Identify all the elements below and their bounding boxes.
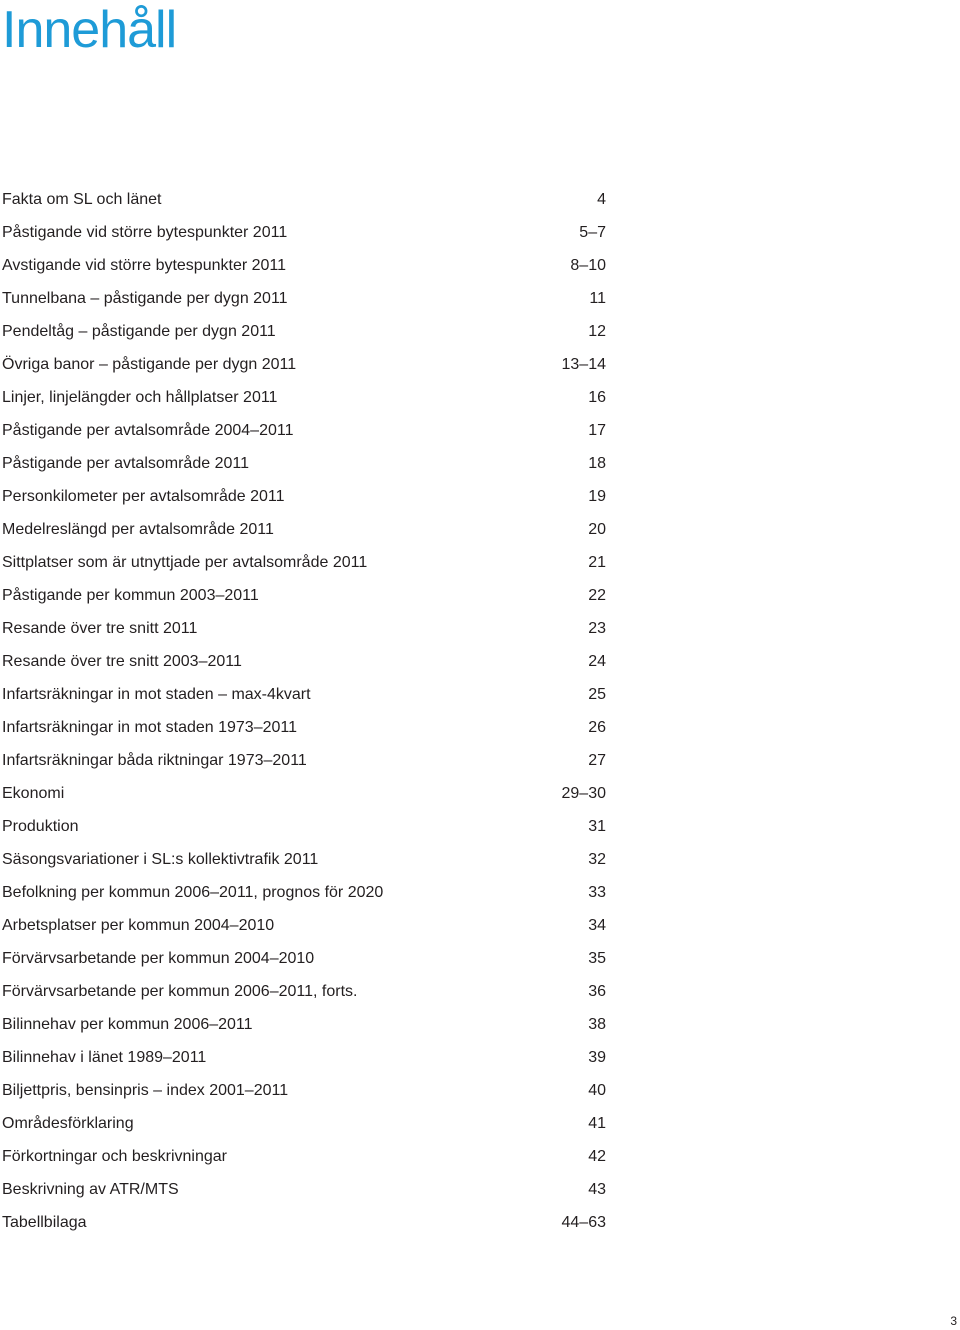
toc-entry-title: Resande över tre snitt 2003–2011	[2, 653, 242, 670]
toc-entry-title: Infartsräkningar båda riktningar 1973–2011	[2, 752, 307, 769]
toc-entry	[2, 1107, 606, 1140]
toc-entry-title: Produktion	[2, 818, 79, 835]
toc-entry-page: 5–7	[579, 224, 606, 241]
toc-entry	[2, 282, 606, 315]
toc-entry	[2, 447, 606, 480]
toc-entry-page: 4	[597, 191, 606, 208]
toc-entry-title: Ekonomi	[2, 785, 65, 802]
toc-entry	[2, 249, 606, 282]
toc-entry-page: 16	[588, 389, 606, 406]
toc-entry-page: 32	[588, 851, 606, 868]
toc-entry	[2, 348, 606, 381]
toc-entry-page: 21	[588, 554, 606, 571]
toc-entry	[2, 1041, 606, 1074]
toc-entry	[2, 1074, 606, 1107]
page-title: Innehåll	[2, 1, 177, 59]
toc-entry-title: Fakta om SL och länet	[2, 191, 162, 208]
toc-entry	[2, 216, 606, 249]
toc-entry	[2, 1140, 606, 1173]
toc-entry-page: 22	[588, 587, 606, 604]
toc-entry-page: 29–30	[561, 785, 606, 802]
toc-entry-title: Avstigande vid större bytespunkter 2011	[2, 257, 287, 274]
toc-entry-title: Påstigande vid större bytespunkter 2011	[2, 224, 288, 241]
toc-entry-page: 12	[588, 323, 606, 340]
toc-entry	[2, 183, 606, 216]
toc-entry-title: Tunnelbana – påstigande per dygn 2011	[2, 290, 288, 307]
toc-entry-page: 25	[588, 686, 606, 703]
toc-entry	[2, 810, 606, 843]
toc-entry-title: Områdesförklaring	[2, 1115, 134, 1132]
table-of-contents	[2, 183, 606, 1239]
toc-entry-page: 44–63	[561, 1214, 606, 1231]
toc-entry-title: Biljettpris, bensinpris – index 2001–2011	[2, 1082, 289, 1099]
toc-entry-title: Bilinnehav i länet 1989–2011	[2, 1049, 207, 1066]
toc-entry-page: 41	[588, 1115, 606, 1132]
toc-entry-title: Förkortningar och beskrivningar	[2, 1148, 227, 1165]
toc-entry-page: 11	[589, 290, 606, 307]
toc-entry-title: Övriga banor – påstigande per dygn 2011	[2, 356, 297, 373]
toc-entry	[2, 678, 606, 711]
toc-entry	[2, 942, 606, 975]
toc-entry-title: Påstigande per avtalsområde 2004–2011	[2, 422, 294, 439]
page-number: 3	[950, 1314, 957, 1328]
toc-entry	[2, 1008, 606, 1041]
toc-entry-page: 24	[588, 653, 606, 670]
toc-entry-page: 34	[588, 917, 606, 934]
toc-entry-page: 18	[588, 455, 606, 472]
toc-entry-page: 19	[588, 488, 606, 505]
toc-entry	[2, 777, 606, 810]
toc-entry-title: Tabellbilaga	[2, 1214, 87, 1231]
toc-entry-page: 39	[588, 1049, 606, 1066]
toc-entry	[2, 645, 606, 678]
toc-entry-title: Säsongsvariationer i SL:s kollektivtrafik 2011	[2, 851, 319, 868]
toc-entry-page: 31	[588, 818, 606, 835]
toc-entry-title: Infartsräkningar in mot staden 1973–2011	[2, 719, 298, 736]
toc-entry-title: Pendeltåg – påstigande per dygn 2011	[2, 323, 276, 340]
toc-entry-title: Beskrivning av ATR/MTS	[2, 1181, 179, 1198]
toc-entry	[2, 975, 606, 1008]
toc-entry-page: 20	[588, 521, 606, 538]
toc-entry-page: 38	[588, 1016, 606, 1033]
toc-entry-page: 42	[588, 1148, 606, 1165]
toc-entry	[2, 744, 606, 777]
toc-entry-title: Påstigande per avtalsområde 2011	[2, 455, 249, 472]
toc-entry	[2, 414, 606, 447]
toc-entry	[2, 843, 606, 876]
toc-entry-page: 13–14	[561, 356, 606, 373]
toc-entry-title: Förvärvsarbetande per kommun 2006–2011, forts.	[2, 983, 358, 1000]
toc-entry-title: Arbetsplatser per kommun 2004–2010	[2, 917, 275, 934]
toc-entry	[2, 546, 606, 579]
toc-entry-page: 26	[588, 719, 606, 736]
toc-entry	[2, 579, 606, 612]
toc-entry-title: Sittplatser som är utnyttjade per avtalsområde 2011	[2, 554, 368, 571]
toc-entry	[2, 315, 606, 348]
toc-entry-title: Medelreslängd per avtalsområde 2011	[2, 521, 274, 538]
toc-entry	[2, 612, 606, 645]
toc-entry-page: 35	[588, 950, 606, 967]
toc-entry-title: Påstigande per kommun 2003–2011	[2, 587, 259, 604]
toc-entry	[2, 513, 606, 546]
toc-entry	[2, 1173, 606, 1206]
toc-entry-title: Infartsräkningar in mot staden – max-4kvart	[2, 686, 311, 703]
toc-entry-page: 23	[588, 620, 606, 637]
toc-entry	[2, 909, 606, 942]
toc-entry	[2, 876, 606, 909]
toc-entry	[2, 1206, 606, 1239]
toc-entry-title: Befolkning per kommun 2006–2011, prognos för 2020	[2, 884, 384, 901]
toc-entry-title: Linjer, linjelängder och hållplatser 2011	[2, 389, 278, 406]
toc-entry-page: 36	[588, 983, 606, 1000]
toc-entry-page: 8–10	[570, 257, 606, 274]
toc-entry-title: Bilinnehav per kommun 2006–2011	[2, 1016, 253, 1033]
toc-entry	[2, 480, 606, 513]
toc-entry	[2, 381, 606, 414]
toc-entry	[2, 711, 606, 744]
toc-entry-page: 43	[588, 1181, 606, 1198]
toc-entry-page: 27	[588, 752, 606, 769]
toc-entry-page: 40	[588, 1082, 606, 1099]
toc-entry-title: Resande över tre snitt 2011	[2, 620, 198, 637]
toc-entry-title: Personkilometer per avtalsområde 2011	[2, 488, 285, 505]
toc-entry-page: 17	[588, 422, 606, 439]
toc-entry-page: 33	[588, 884, 606, 901]
toc-entry-title: Förvärvsarbetande per kommun 2004–2010	[2, 950, 315, 967]
